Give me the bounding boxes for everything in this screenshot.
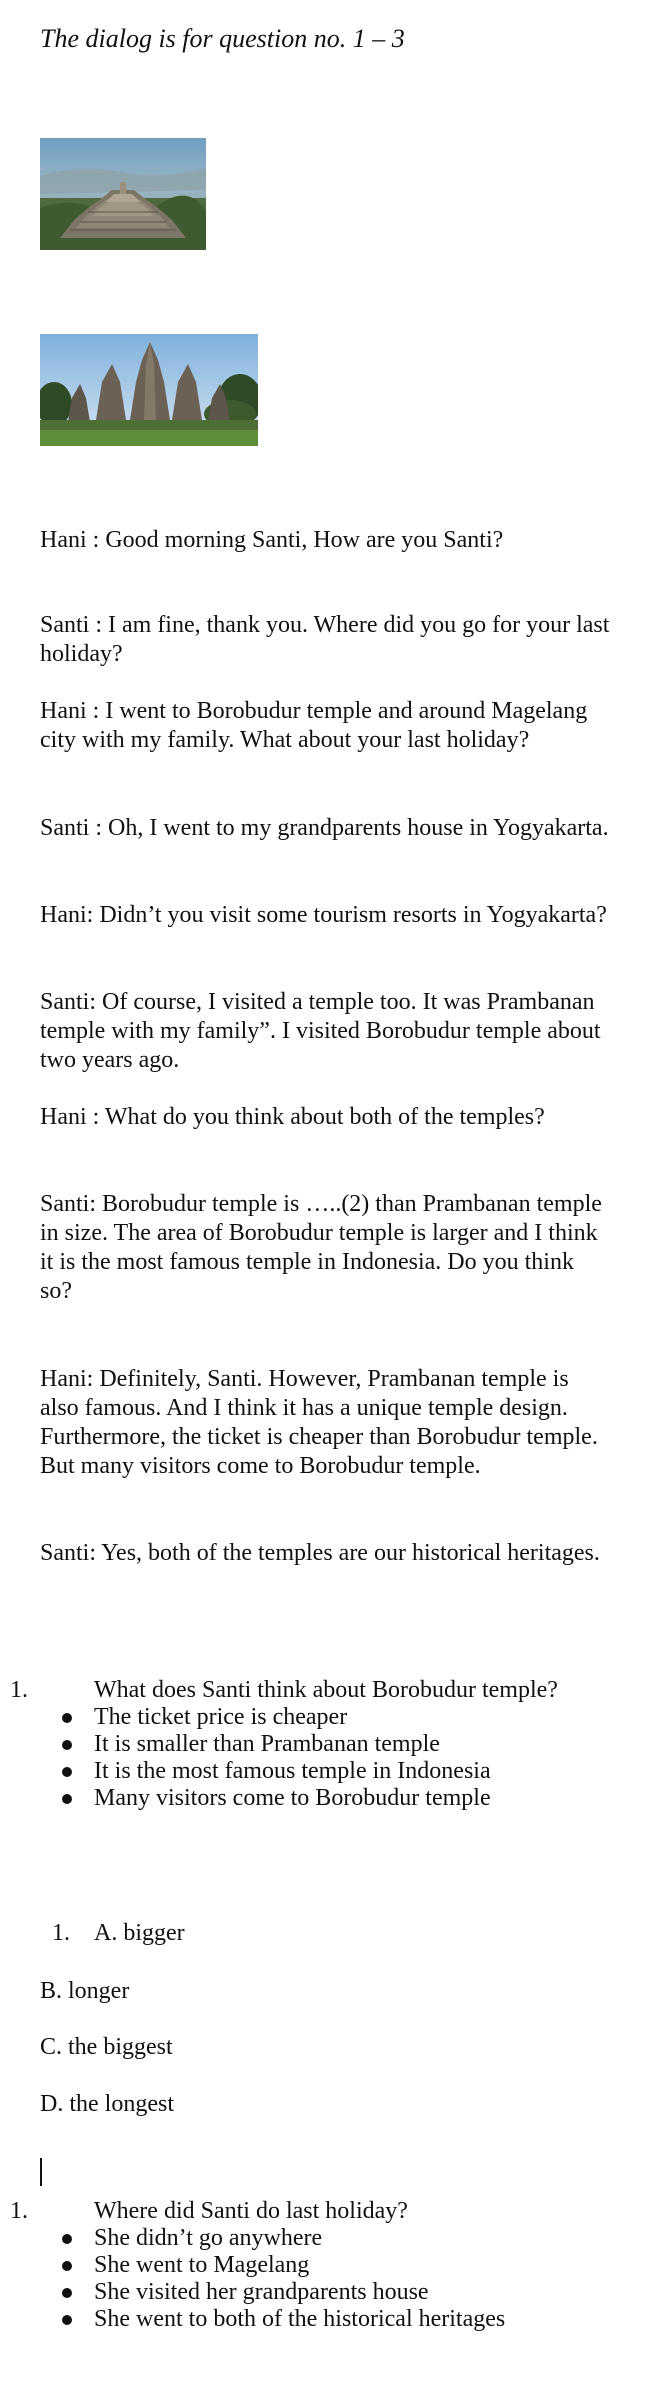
option-text: She went to both of the historical heritages [94,2306,506,2332]
bullet-icon [62,1740,72,1750]
bullet-icon [62,1767,72,1777]
prambanan-illustration [40,334,258,446]
option-item [52,2252,612,2279]
dialog-line-7: Hani : What do you think about both of the temples? [40,1104,545,1130]
question-stem [10,1677,612,1704]
bullet-icon [62,2261,72,2271]
bullet-icon [62,1713,72,1723]
option-c: C. the biggest [40,2034,173,2060]
bullet-icon [62,2288,72,2298]
option-item [52,1785,612,1812]
question-number: 1. [52,1920,70,1946]
text-cursor [40,2158,42,2186]
option-text: She went to Magelang [94,2252,310,2278]
dialog-line-5: Hani: Didn’t you visit some tourism resorts in Yogyakarta? [40,902,607,928]
option-text: It is smaller than Prambanan temple [94,1731,440,1757]
question-2 [52,1920,612,1947]
option-item [52,2225,612,2252]
question-number: 1. [10,1677,28,1703]
borobudur-illustration [40,138,206,250]
question-1 [10,1677,612,1812]
option-item [52,1704,612,1731]
option-a: A. bigger [94,1920,185,1946]
question-stem [10,2198,612,2225]
dialog-line-1: Hani : Good morning Santi, How are you Santi? [40,527,504,553]
prambanan-temple-image [40,334,258,446]
question-text: What does Santi think about Borobudur temple? [94,1677,558,1703]
bullet-icon [62,2315,72,2325]
option-b: B. longer [40,1978,130,2004]
dialog-line-9: Hani: Definitely, Santi. However, Prambanan temple is also famous. And I think it has a unique temple design. Furthermore, the ticket is cheaper than Borobudur temple. But many visitors come to Borobudur temple. [40,1366,598,1479]
question-number: 1. [10,2198,28,2224]
option-item [52,1758,612,1785]
option-text: She visited her grandparents house [94,2279,429,2305]
option-text: She didn’t go anywhere [94,2225,323,2251]
option-item [52,2306,612,2333]
dialog-line-4: Santi : Oh, I went to my grandparents house in Yogyakarta. [40,815,609,841]
option-item [52,1731,612,1758]
dialog-line-2: Santi : I am fine, thank you. Where did you go for your last holiday? [40,612,610,667]
question-3 [10,2198,612,2333]
option-text: It is the most famous temple in Indonesia [94,1758,491,1784]
bullet-icon [62,2234,72,2244]
question-text: Where did Santi do last holiday? [94,2198,408,2224]
dialog-line-10: Santi: Yes, both of the temples are our historical heritages. [40,1540,600,1566]
bullet-icon [62,1794,72,1804]
dialog-line-3: Hani : I went to Borobudur temple and around Magelang city with my family. What about your last holiday? [40,698,588,753]
dialog-line-6: Santi: Of course, I visited a temple too. It was Prambanan temple with my family”. I visited Borobudur temple about two years ago. [40,989,601,1073]
option-text: Many visitors come to Borobudur temple [94,1785,491,1811]
borobudur-temple-image [40,138,206,250]
option-text: The ticket price is cheaper [94,1704,348,1730]
page-title: The dialog is for question no. 1 – 3 [40,24,405,53]
option-d: D. the longest [40,2091,174,2117]
dialog-line-8: Santi: Borobudur temple is …..(2) than Prambanan temple in size. The area of Borobudur temple is larger and I think it is the most famous temple in Indonesia. Do you think so? [40,1191,602,1304]
option-item [52,2279,612,2306]
